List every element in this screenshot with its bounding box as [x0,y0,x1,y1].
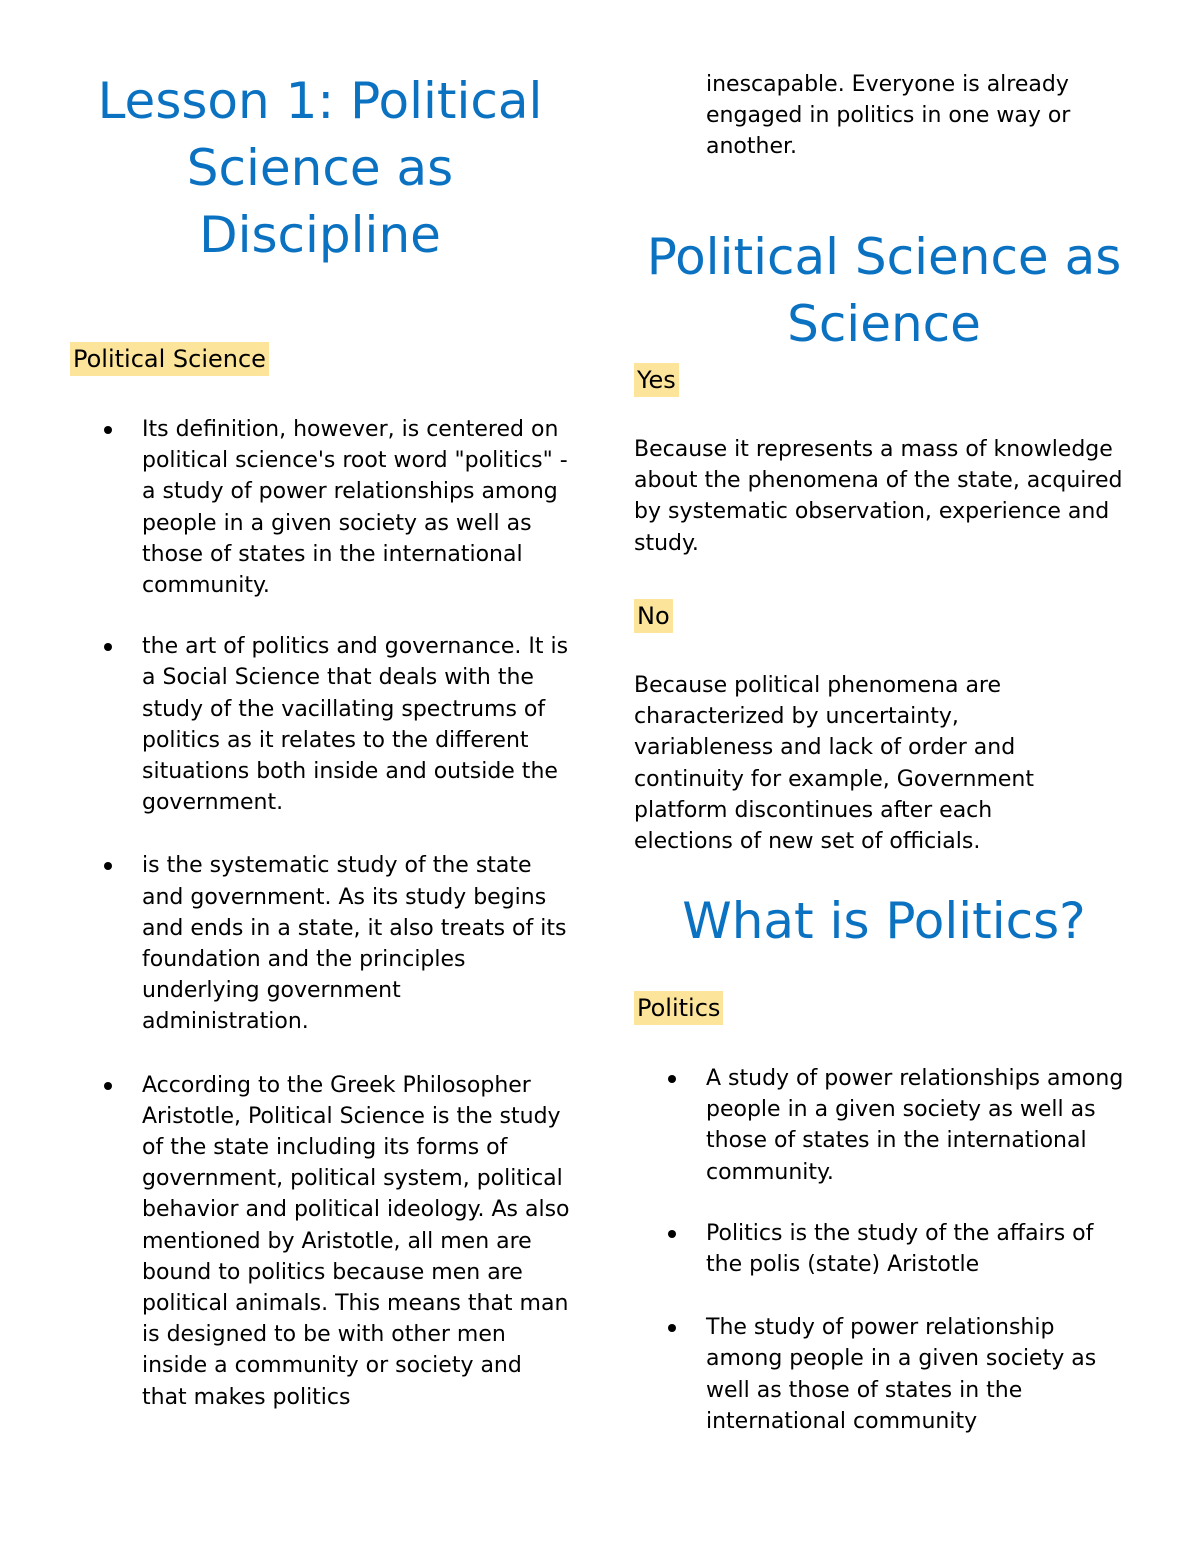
list-item [70,1070,570,1413]
political-science-bullets [70,414,570,1413]
lesson-title: Lesson 1: Political Science as Discipline [97,72,543,264]
bullet-icon [104,643,112,651]
bullet-icon [668,1230,676,1238]
list-item-text: Politics is the study of the affairs of the polis (state) Aristotle [706,1220,1094,1278]
list-item-text: the art of politics and governance. It is a Social Science that deals with the study of the vacillating spectrums of politics as it relates to the different situations both inside and outside the government. [142,634,569,816]
bullet-icon [668,1324,676,1332]
bullet-icon [104,1082,112,1090]
list-item [70,850,570,1037]
list-item-text: is the systematic study of the state and government. As its study begins and ends in a state, it also treats of its foundation and the principles underlying government administration. [142,853,567,1035]
list-item-text: According to the Greek Philosopher Aristotle, Political Science is the study of the state including its forms of government, political system, political behavior and political ideology. As also mentioned by Aristotle, all men are bound to politics because men are political animals. This means that man is designed to be with other men inside a community or society and that makes politics [142,1072,570,1410]
political-science-label: Political Science [70,342,269,376]
list-item [634,1063,1134,1188]
bullet-icon [668,1075,676,1083]
politics-label: Politics [634,991,723,1025]
bullet-icon [104,862,112,870]
list-item [70,414,570,601]
continuation-text: inescapable. Everyone is already engaged in politics in one way or another. [706,72,1071,160]
science-heading: Political Science as Science [646,228,1122,353]
list-item [70,631,570,818]
list-item-text: Its definition, however, is centered on political science's root word "politics" - a study of power relationships among people in a given society as well as those of states in the international community. [142,417,568,599]
list-item [634,1218,1134,1280]
no-text: Because political phenomena are characterized by uncertainty, variableness and lack of order and continuity for example, Government platform discontinues after each elections of new set of officials. [634,673,1034,855]
list-item-text: The study of power relationship among people in a given society as well as those of states in the international community [706,1315,1097,1434]
list-item-text: A study of power relationships among people in a given society as well as those of states in the international community. [706,1066,1124,1185]
politics-heading: What is Politics? [682,892,1086,950]
list-item [634,1312,1134,1437]
yes-text: Because it represents a mass of knowledge about the phenomena of the state, acquired by systematic observation, experience and study. [634,437,1123,556]
no-label: No [634,599,673,633]
yes-label: Yes [634,363,679,397]
bullet-icon [104,426,112,434]
politics-bullets [634,1063,1134,1437]
